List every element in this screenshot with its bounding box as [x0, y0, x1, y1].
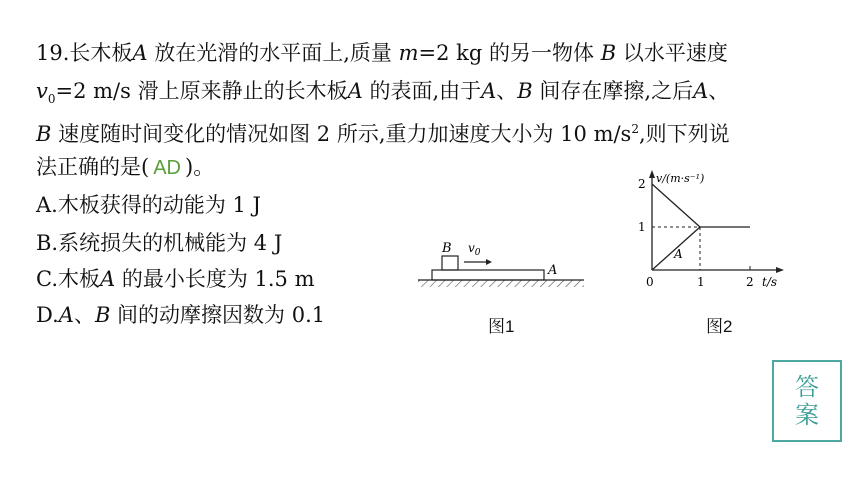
question-line-1: 19.长木板A 放在光滑的水平面上,质量 m=2 kg 的另一物体 B 以水平速度: [36, 41, 728, 65]
fig2-tick-y2: 2: [638, 177, 646, 191]
fig2-label-A: A: [674, 247, 683, 261]
answer-button-line-2: 案: [795, 401, 819, 429]
fig2-tick-x1: 1: [697, 275, 705, 289]
fig1-label-B: B: [442, 241, 452, 256]
line-B: [652, 184, 700, 227]
question-line-3: B 速度随时间变化的情况如图 2 所示,重力加速度大小为 10 $m/s^2$,则下列说: [36, 122, 730, 146]
figure-1-caption: 图1: [488, 317, 515, 336]
fig2-tick-y1: 1: [638, 220, 646, 234]
fig2-tick-0: 0: [646, 275, 654, 289]
y-axis-arrow: [649, 170, 655, 178]
figure-1-diagram: [412, 228, 592, 298]
fig2-xlabel: t/s: [762, 275, 778, 289]
option-d: D.A、B 间的动摩擦因数为 0.1: [36, 303, 326, 327]
answer-button-line-1: 答: [795, 373, 819, 401]
ground-hatch: [418, 280, 584, 287]
question-line-4: 法正确的是( AD )。: [36, 155, 215, 179]
question-line-2: $v_0=2$ m/s 滑上原来静止的长木板A 的表面,由于A、B 间存在摩擦,之后A、: [36, 79, 730, 107]
velocity-arrowhead: [486, 259, 492, 265]
answer-text: AD: [153, 157, 181, 179]
board-A: [432, 270, 544, 280]
option-c: C.木板A 的最小长度为 1.5 m: [36, 267, 315, 291]
answer-button[interactable]: [772, 360, 842, 442]
fig2-tick-x2: 2: [746, 275, 754, 289]
block-B: [442, 256, 458, 270]
figure-2-caption: 图2: [706, 317, 733, 336]
x-axis-arrow: [776, 267, 784, 273]
option-b: B.系统损失的机械能为 4 J: [36, 231, 283, 255]
fig1-label-v0: $v_0$: [468, 241, 481, 258]
option-a: A.木板获得的动能为 1 J: [36, 193, 261, 217]
fig2-ylabel: v/(m·s⁻¹): [656, 172, 705, 185]
fig1-label-A: A: [548, 263, 558, 278]
figure-2-graph: [622, 168, 792, 298]
